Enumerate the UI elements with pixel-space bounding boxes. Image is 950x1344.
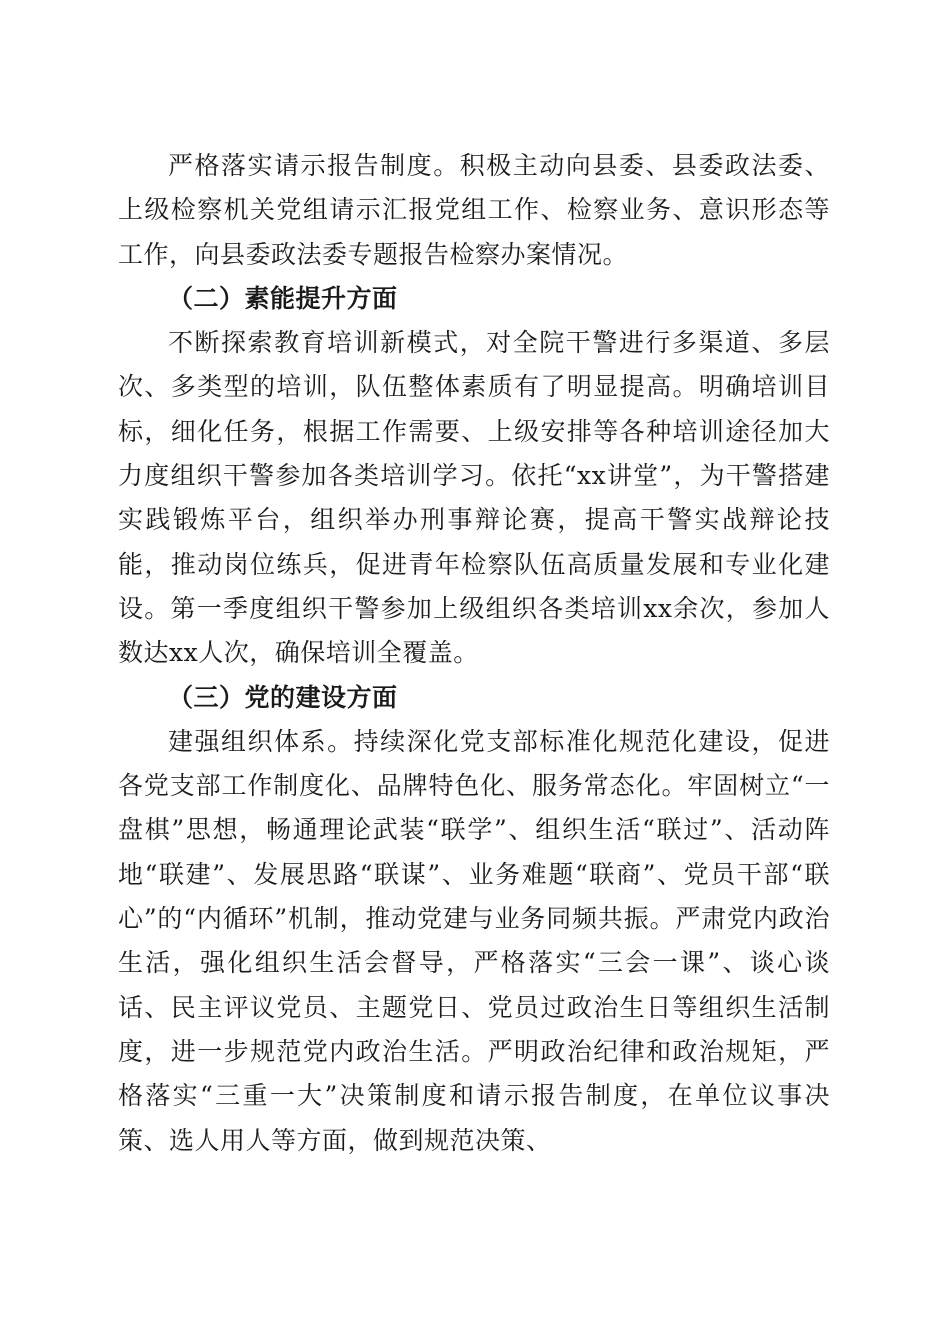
paragraph-organization: 建强组织体系。持续深化党支部标准化规范化建设，促进各党支部工作制度化、品牌特色化、服务常态化。牢固树立“一盘棋”思想，畅通理论武装“联学”、组织生活“联过”、活动阵地“联建”、发展思路“联谋”、业务难题“联商”、党员干部“联心”的“内循环”机制，推动党建与业务同频共振。严肃党内政治生活，强化组织生活会督导，严格落实“三会一课”、谈心谈话、民主评议党员、主题党日、党员过政治生日等组织生活制度，进一步规范党内政治生活。严明政治纪律和政治规矩，严格落实“三重一大”决策制度和请示报告制度，在单位议事决策、选人用人等方面，做到规范决策、 [118,726,830,1155]
section-heading-party-building: （三）党的建设方面 [168,682,398,712]
paragraph-training: 不断探索教育培训新模式，对全院干警进行多渠道、多层次、多类型的培训，队伍整体素质有了明显提高。明确培训目标，细化任务，根据工作需要、上级安排等各种培训途径加大力度组织干警参加各类培训学习。依托“xx讲堂”，为干警搭建实践锻炼平台，组织举办刑事辩论赛，提高干警实战辩论技能，推动岗位练兵，促进青年检察队伍高质量发展和专业化建设。第一季度组织干警参加上级组织各类培训xx余次，参加人数达xx人次，确保培训全覆盖。 [118,328,830,668]
document-body [118,144,830,1163]
paragraph-report-system: 严格落实请示报告制度。积极主动向县委、县委政法委、上级检察机关党组请示汇报党组工作、检察业务、意识形态等工作，向县委政法委专题报告检察办案情况。 [118,151,830,269]
section-heading-competence: （二）素能提升方面 [168,283,398,313]
